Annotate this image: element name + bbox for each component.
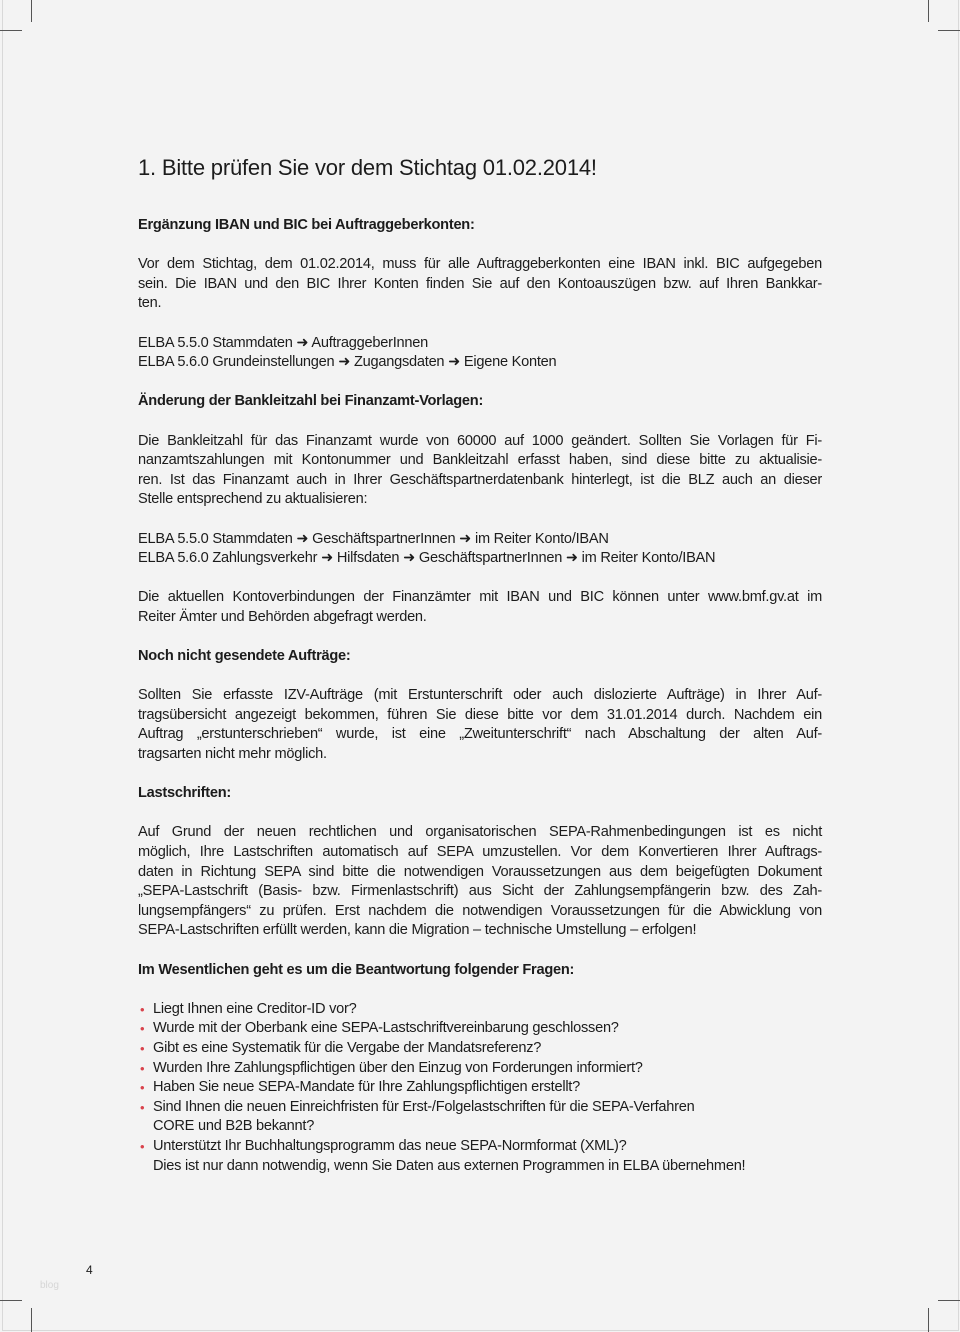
list-item <box>138 1019 822 1039</box>
text-line: lungsempfängers“ zu prüfen. Erst nachdem die notwendigen Voraussetzungen für die Abwicklung von <box>138 902 822 919</box>
list-item-line: CORE und B2B bekannt? <box>153 1118 315 1135</box>
crop-mark <box>928 0 929 22</box>
text-line: ELBA 5.6.0 Zahlungsverkehr ➜ Hilfsdaten ➜ GeschäftspartnerInnen ➜ im Reiter Konto/IBAN <box>138 550 716 567</box>
paragraph <box>138 823 822 941</box>
crop-mark <box>0 30 22 31</box>
text-line: ELBA 5.5.0 Stammdaten ➜ AuftraggeberInnen <box>138 334 428 351</box>
list-item <box>138 1137 822 1176</box>
bullet-icon: • <box>140 1138 145 1154</box>
text-line: tragsarten nicht mehr möglich. <box>138 746 327 763</box>
list-item-line: Wurde mit der Oberbank eine SEPA-Lastschriftvereinbarung geschlossen? <box>153 1020 619 1037</box>
text-line: möglich, Ihre Lastschriften automatisch auf SEPA umzustellen. Vor dem Konvertieren Ihrer Auftrags- <box>138 844 822 860</box>
crop-mark <box>938 30 960 31</box>
page-number: 4 <box>86 1263 93 1277</box>
text-line: Vor dem Stichtag, dem 01.02.2014, muss für alle Auftraggeberkonten eine IBAN inkl. BIC aufgegeben <box>138 256 822 273</box>
document-body <box>138 216 822 1176</box>
spacer <box>138 510 822 530</box>
text-line: sein. Die IBAN und den BIC Ihrer Konten finden Sie auf den Kontoauszügen bzw. auf Ihren Bankkar- <box>138 275 822 292</box>
text-line: Ergänzung IBAN und BIC bei Auftraggeberkonten: <box>138 217 475 233</box>
list-item <box>138 1039 822 1059</box>
bullet-icon: • <box>140 1060 145 1076</box>
bullet-icon: • <box>140 1021 145 1037</box>
spacer <box>138 980 822 1000</box>
text-line: nanzamtszahlungen mit Kontonummer und Bankleitzahl erfasst haben, sind diese bitte zu aktualisie- <box>138 452 822 469</box>
crop-mark <box>928 1308 929 1332</box>
paragraph <box>138 432 822 510</box>
section-heading <box>138 961 822 981</box>
crop-mark <box>0 1300 22 1301</box>
text-line: Auftrag „erstunterschrieben“ wurde, ist eine „Zweitunterschrift“ nach Abschaltung der alten Auf- <box>138 726 822 743</box>
text-line: ELBA 5.5.0 Stammdaten ➜ GeschäftspartnerInnen ➜ im Reiter Konto/IBAN <box>138 530 609 547</box>
menu-path <box>138 334 822 373</box>
list-item-line: Sind Ihnen die neuen Einreichfristen für Erst-/Folgelastschriften für die SEPA-Verfahren <box>153 1098 695 1115</box>
section-heading <box>138 392 822 412</box>
list-item <box>138 1059 822 1079</box>
spacer <box>138 804 822 824</box>
spacer <box>138 412 822 432</box>
text-line: Änderung der Bankleitzahl bei Finanzamt-Vorlagen: <box>138 393 484 410</box>
crop-mark <box>31 1308 32 1332</box>
bullet-icon: • <box>140 1080 145 1096</box>
spacer <box>138 667 822 687</box>
spacer <box>138 569 822 589</box>
text-line: daten in Richtung SEPA sind bitte die notwendigen Voraussetzungen aus dem beigefügten Dokument <box>138 863 822 880</box>
list-item <box>138 1078 822 1098</box>
list-item <box>138 1098 822 1137</box>
spacer <box>138 941 822 961</box>
text-line: Stelle entsprechend zu aktualisieren: <box>138 491 368 508</box>
spacer <box>138 236 822 256</box>
list-item-line: Wurden Ihre Zahlungspflichtigen über den Einzug von Forderungen informiert? <box>153 1059 643 1076</box>
paragraph <box>138 686 822 764</box>
text-line: ten. <box>138 295 162 312</box>
crop-mark <box>938 1300 960 1301</box>
menu-path <box>138 530 822 569</box>
section-heading <box>138 216 822 236</box>
text-line: Die aktuellen Kontoverbindungen der Finanzämter mit IBAN und BIC können unter www.bmf.gv.at im <box>138 589 822 606</box>
spacer <box>138 765 822 785</box>
list-item-line: Gibt es eine Systematik für die Vergabe der Mandatsreferenz? <box>153 1039 542 1056</box>
text-line: Die Bankleitzahl für das Finanzamt wurde von 60000 auf 1000 geändert. Sollten Sie Vorlagen für Fi- <box>138 432 822 449</box>
bullet-icon: • <box>140 1099 145 1115</box>
bullet-icon: • <box>140 1040 145 1056</box>
crop-mark <box>31 0 32 22</box>
list-item <box>138 1000 822 1020</box>
bullet-icon: • <box>140 1001 145 1017</box>
text-line: Reiter Ämter und Behörden abgefragt werden. <box>138 608 427 625</box>
list-item-line: Liegt Ihnen eine Creditor-ID vor? <box>153 1000 357 1017</box>
section-heading <box>138 784 822 804</box>
list-item-line: Haben Sie neue SEPA-Mandate für Ihre Zahlungspflichtigen erstellt? <box>153 1079 580 1096</box>
text-line: SEPA-Lastschriften erfüllt werden, kann die Migration – technische Umstellung – erfolgen! <box>138 922 697 939</box>
text-line: Lastschriften: <box>138 785 231 802</box>
text-line: Im Wesentlichen geht es um die Beantwortung folgender Fragen: <box>138 961 575 978</box>
paragraph <box>138 588 822 627</box>
watermark: blog <box>40 1280 59 1291</box>
text-line: „SEPA-Lastschrift (Basis- bzw. Firmenlastschrift) aus Sicht der Zahlungsempfängerin bzw. des Zah- <box>138 883 822 900</box>
text-line: ELBA 5.6.0 Grundeinstellungen ➜ Zugangsdaten ➜ Eigene Konten <box>138 354 557 371</box>
section-heading <box>138 647 822 667</box>
list-item-line: Dies ist nur dann notwendig, wenn Sie Daten aus externen Programmen in ELBA übernehmen! <box>153 1157 746 1174</box>
spacer <box>138 373 822 393</box>
text-line: tragsübersicht angezeigt bekommen, führen Sie diese bitte vor dem 31.01.2014 durch. Nachdem ein <box>138 706 822 723</box>
paragraph <box>138 255 822 314</box>
spacer <box>138 314 822 334</box>
spacer <box>138 627 822 647</box>
list-item-line: Unterstützt Ihr Buchhaltungsprogramm das neue SEPA-Normformat (XML)? <box>153 1137 627 1154</box>
text-line: Auf Grund der neuen rechtlichen und organisatorischen SEPA-Rahmenbedingungen ist es nicht <box>138 824 822 841</box>
text-line: Noch nicht gesendete Aufträge: <box>138 648 351 665</box>
text-line: Sollten Sie erfasste IZV-Aufträge (mit Erstunterschrift oder auch dislozierte Aufträge) in Ihrer Auf- <box>138 687 822 704</box>
text-line: ren. Ist das Finanzamt auch in Ihrer Geschäftspartnerdatenbank hinterlegt, ist die BLZ auch an dieser <box>138 471 822 488</box>
page-title: 1. Bitte prüfen Sie vor dem Stichtag 01.02.2014! <box>138 155 597 180</box>
